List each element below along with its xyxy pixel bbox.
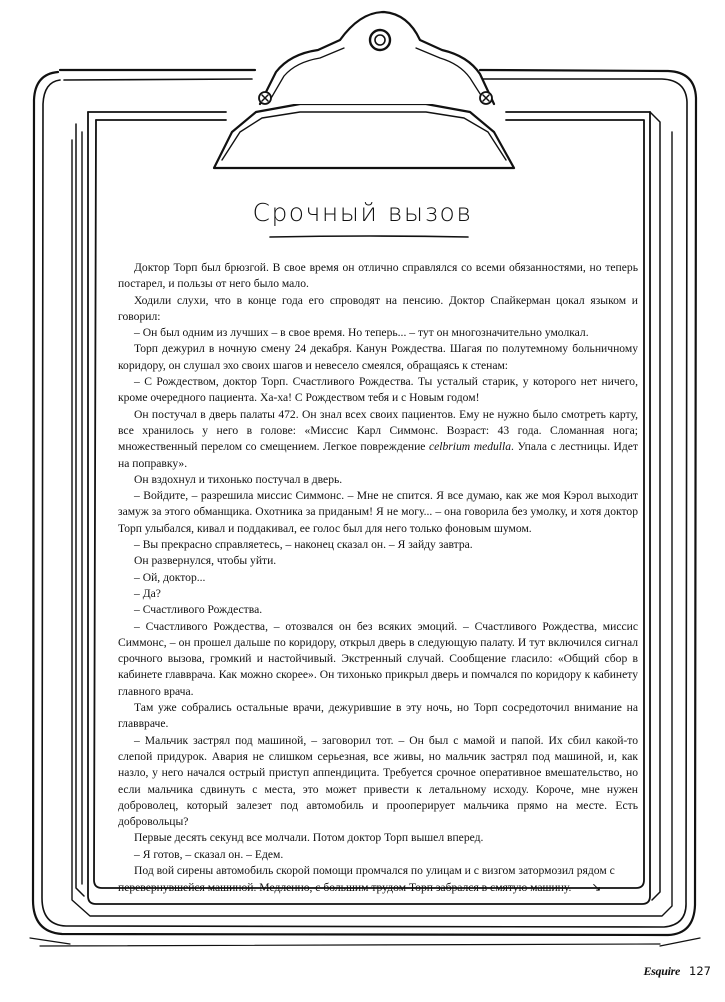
clip-hole — [370, 30, 390, 50]
article-body — [118, 260, 638, 897]
article-paragraph-last — [118, 863, 638, 897]
article-paragraph: Он вздохнул и тихонько постучал в дверь. — [134, 472, 343, 486]
article-paragraph: Торп дежурил в ночную смену 24 декабря. Канун Рождества. Шагая по полутемному больничному коридору, он слушал эхо своих шагов и невесело смеялся, обращаясь к стенам: — [118, 342, 638, 372]
article-paragraph: Доктор Торп был брюзгой. В свое время он отлично справлялся со всеми обязанностями, но теперь постарел, и пользы от него было мало. — [118, 261, 638, 291]
continue-arrow-icon: ↘ — [591, 880, 602, 895]
clip-base — [214, 104, 514, 168]
article-title: Срочный вызов — [252, 198, 473, 227]
article-paragraph: Ходили слухи, что в конце года его спроводят на пенсию. Доктор Спайкерман цокал языком и говорил: — [118, 293, 638, 323]
article-paragraph: – С Рождеством, доктор Торп. Счастливого Рождества. Ты усталый старик, у которого нет ничего, кроме очередного пациента. Ха-ха! С Рождеством тебя и с Новым годом! — [118, 375, 638, 405]
page-footer — [643, 964, 711, 979]
clip-arm — [260, 12, 494, 104]
title-underline — [270, 236, 468, 237]
article-paragraph: – Счастливого Рождества, – отозвался он без всяких эмоций. – Счастливого Рождества, миссис Симмонс, – он прошел дальше по коридору, открыл дверь в следующую палату. И тут включился сигнал срочного вызова, громкий и настойчивый. Экстренный случай. Сообщение гласило: «Общий сбор в кабинете главврача. Как можно скорее». Он тихонько прикрыл дверь и помчался по коридору к кабинету главного врача. — [118, 619, 638, 698]
page-number: 127 — [689, 964, 711, 978]
article-paragraph: – Вы прекрасно справляетесь, – наконец сказал он. – Я зайду завтра. — [134, 538, 473, 552]
article-paragraph: Там уже собрались остальные врачи, дежурившие в эту ночь, но Торп сосредоточил внимание на главвраче. — [118, 701, 638, 731]
article-paragraph-text: Под вой сирены автомобиль скорой помощи промчался по улицам и с визгом затормозил рядом с перевернувшейся машиной. Медленно, с большим трудом Торп забрался в смятую машину. — [118, 863, 615, 895]
article-paragraph: – Счастливого Рождества. — [134, 603, 263, 617]
article-paragraph: Первые десять секунд все молчали. Потом доктор Торп вышел вперед. — [134, 831, 484, 845]
article-paragraph: Он развернулся, чтобы уйти. — [134, 554, 277, 568]
article-paragraph: – Ой, доктор... — [134, 570, 206, 584]
article-paragraph: – Мальчик застрял под машиной, – заговорил тот. – Он был с мамой и папой. Их сбил какой-то слепой придурок. Авария не слишком серьезная, все живы, но мальчик застрял под машиной, и, как назло, у него начался острый приступ аппендицита. Требуется срочное оперативное вмешательство, но если мальчика сдвинуть с места, это может привести к летальному исходу. Короче, мне нужен доброволец, который залезет под автомобиль и прооперирует мальчика прямо на месте. Есть добровольцы? — [118, 733, 638, 829]
article-paragraph: – Войдите, – разрешила миссис Симмонс. – Мне не спится. Я все думаю, как же моя Кэрол выходит замуж за этого обманщика. Охотника за приданым! Я не могу... – она говорила без умолку, и хотя доктор Торп улыбался, кивал и поддакивал, ее голос был для него только фоновым шумом. — [118, 489, 638, 535]
latin-term: celbrium medulla — [428, 440, 512, 454]
magazine-brand: Esquire — [643, 964, 681, 978]
article-paragraph: – Я готов, – сказал он. – Едем. — [134, 847, 284, 861]
article-paragraph: – Он был одним из лучших – в свое время. Но теперь... – тут он многозначительно умолкал. — [134, 326, 589, 340]
article-paragraph: – Да? — [134, 586, 161, 600]
article-paragraph: Он постучал в дверь палаты 472. Он знал всех своих пациентов. Ему не нужно было смотреть карту, все хранилось у него в голове: «Миссис Карл Симмонс. Возраст: 43 года. Сломанная нога; множественный перелом со смещением. Легкое повреждение celbrium medulla. Упала с лестницы. Идет на поправку». — [118, 407, 638, 470]
